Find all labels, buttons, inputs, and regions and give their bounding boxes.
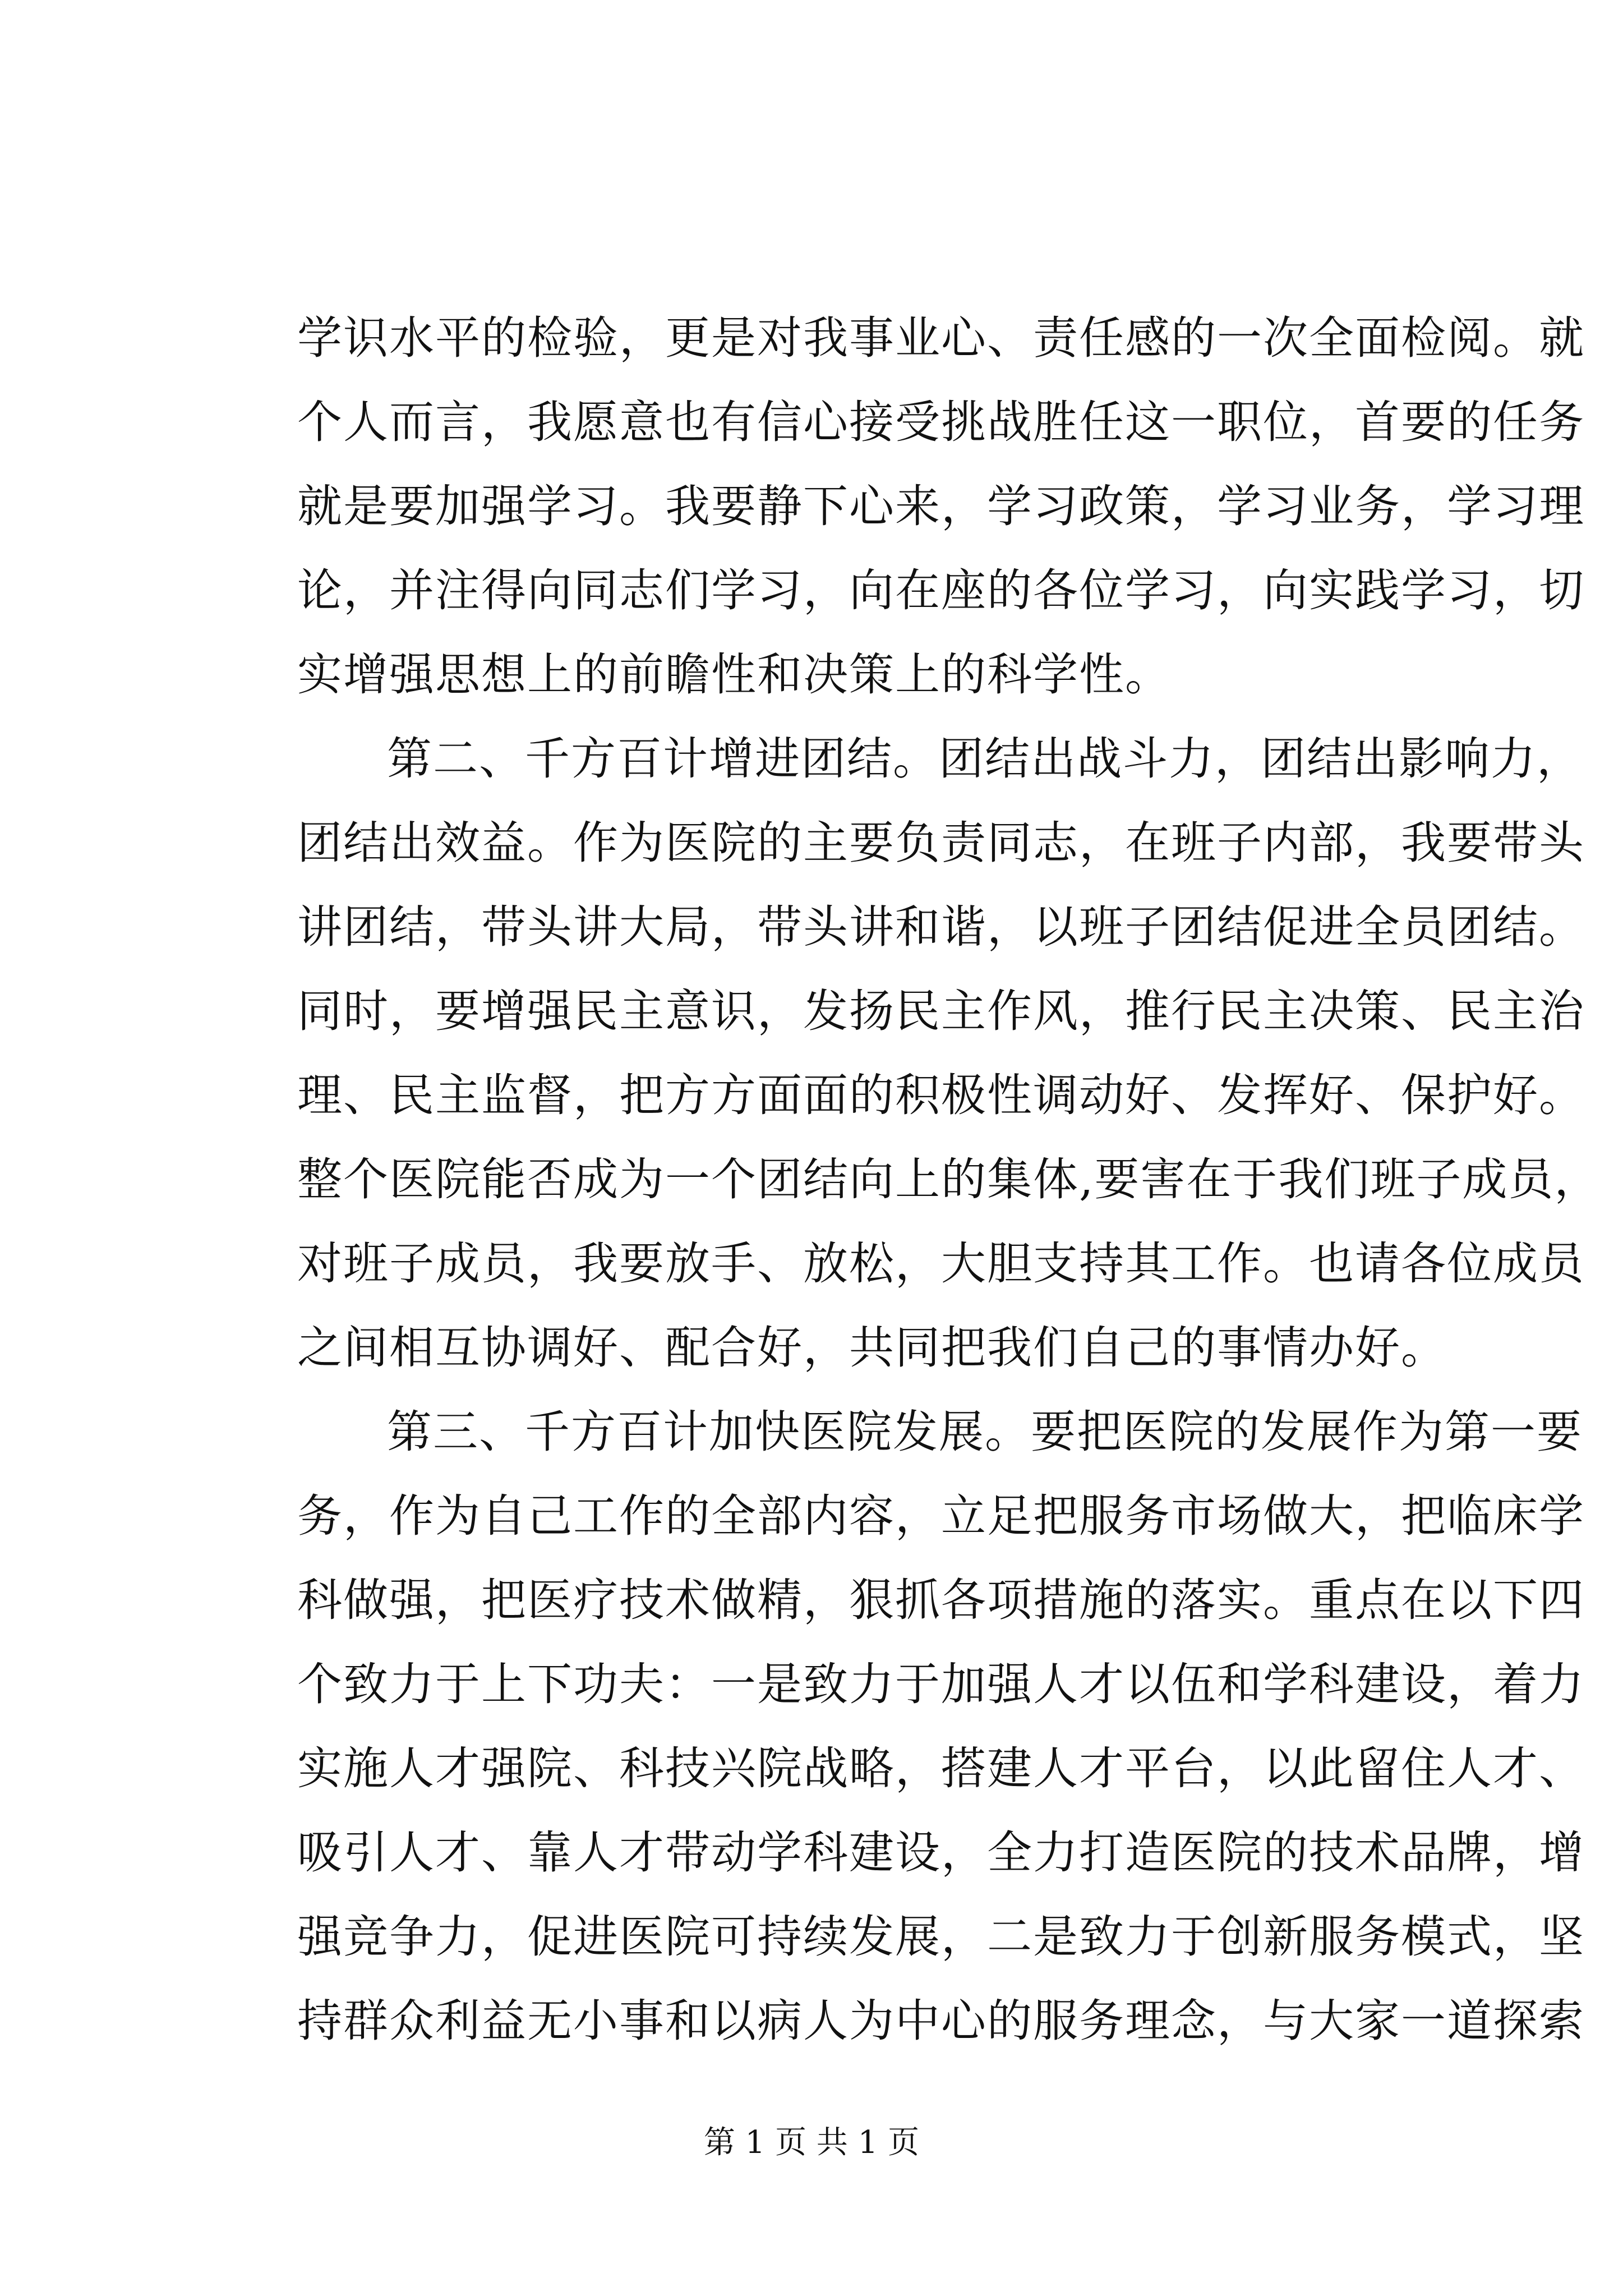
page-number-footer: 第 1 页 共 1 页 <box>703 2124 920 2161</box>
text-line: 个致力于上下功夫：一是致力于加强人才以伍和学科建设，着力 <box>297 1658 1585 1710</box>
text-line: 吸引人才、靠人才带动学科建设，全力打造医院的技术品牌，增 <box>297 1826 1585 1879</box>
text-line: 理、民主监督，把方方面面的积极性调动好、发挥好、保护好。 <box>297 1069 1585 1121</box>
text-line: 强竞争力，促进医院可持续发展，二是致力于创新服务模式，坚 <box>297 1911 1585 1963</box>
text-line: 整个医院能否成为一个团结向上的集体,要害在于我们班子成员， <box>297 1153 1601 1205</box>
paragraph-start-line: 第三、千方百计加快医院发展。要把医院的发展作为第一要 <box>387 1406 1583 1458</box>
text-line: 实施人才强院、科技兴院战略，搭建人才平台，以此留住人才、 <box>297 1742 1585 1795</box>
text-line: 科做强，把医疗技术做精，狠抓各项措施的落实。重点在以下四 <box>297 1574 1585 1626</box>
text-line: 个人而言，我愿意也有信心接受挑战胜任这一职位，首要的任务 <box>297 396 1585 448</box>
text-line: 对班子成员，我要放手、放松，大胆支持其工作。也请各位成员 <box>297 1237 1585 1290</box>
text-line: 实增强思想上的前瞻性和决策上的科学性。 <box>297 648 1171 701</box>
text-line: 团结出效益。作为医院的主要负责同志，在班子内部，我要带头 <box>297 817 1585 869</box>
text-line: 同时，要增强民主意识，发扬民主作风，推行民主决策、民主治 <box>297 985 1585 1037</box>
text-line: 之间相互协调好、配合好，共同把我们自己的事情办好。 <box>297 1322 1447 1374</box>
text-line: 学识水平的检验，更是对我事业心、责任感的一次全面检阅。就 <box>297 312 1585 364</box>
text-line: 论，并注得向同志们学习，向在座的各位学习，向实践学习，切 <box>297 564 1585 616</box>
paragraph-start-line: 第二、千方百计增进团结。团结出战斗力，团结出影响力， <box>387 733 1583 785</box>
text-line: 讲团结，带头讲大局，带头讲和谐，以班子团结促进全员团结。 <box>297 901 1585 953</box>
body-text <box>297 296 1601 2063</box>
text-line: 持群众利益无小事和以病人为中心的服务理念，与大家一道探索 <box>297 1995 1585 2047</box>
text-line: 务，作为自己工作的全部内容，立足把服务市场做大，把临床学 <box>297 1490 1585 1542</box>
text-line: 就是要加强学习。我要静下心来，学习政策，学习业务，学习理 <box>297 480 1585 532</box>
